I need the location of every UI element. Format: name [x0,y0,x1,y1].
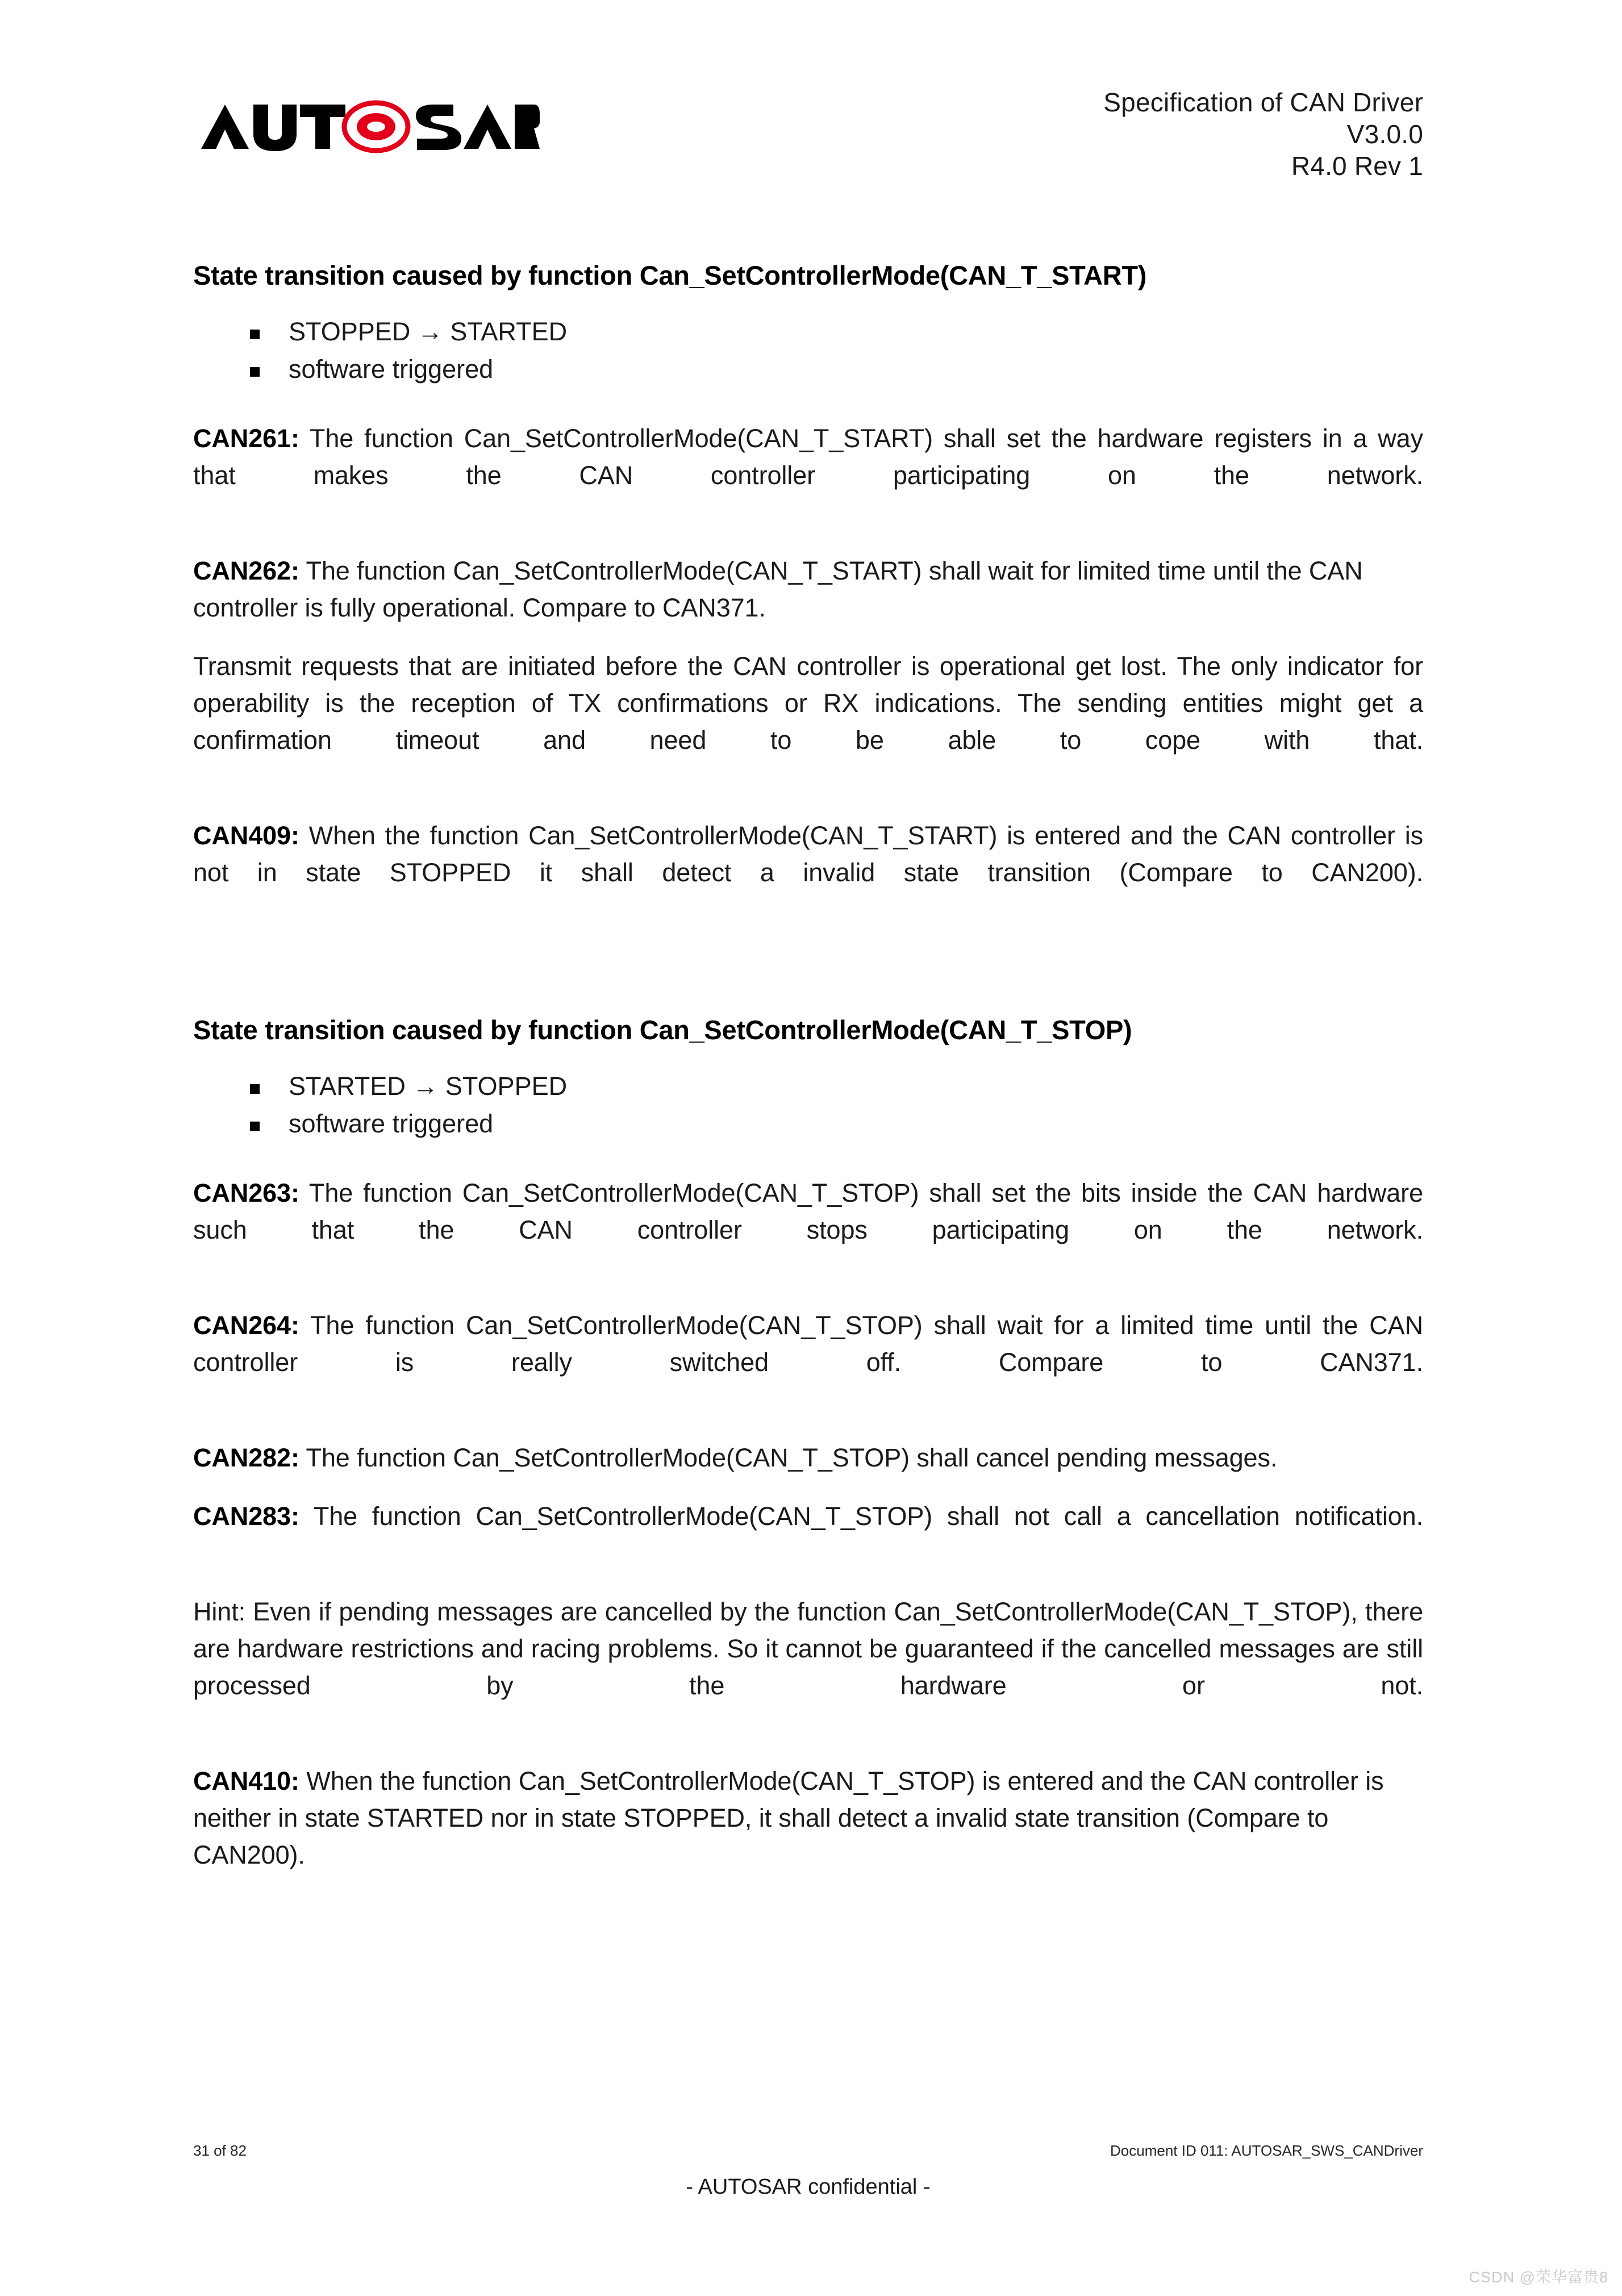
requirement-can264 [193,1307,1423,1418]
requirement-can410 [193,1762,1423,1873]
requirement-id: CAN410: [193,1766,299,1795]
list-item: STARTED → STOPPED [193,1068,1423,1105]
requirement-can282 [193,1439,1423,1476]
requirement-text: The function Can_SetControllerMode(CAN_T_STOP) shall not call a cancellation notification. [299,1502,1423,1531]
list-item: software triggered [193,1105,1423,1143]
list-item: STOPPED → STARTED [193,313,1423,351]
header-doc-title: Specification of CAN Driver [1103,87,1423,117]
note-transmit-requests [193,648,1423,795]
requirement-can283 [193,1498,1423,1572]
requirement-id: CAN263: [193,1178,299,1207]
requirement-id: CAN283: [193,1502,299,1531]
header-version: V3.0.0 [1346,119,1423,149]
confidential-notice: - AUTOSAR confidential - [686,2175,931,2199]
note-text: Hint: Even if pending messages are cancelled by the function Can_SetControllerMode(CAN_T_STOP), there are hardware restrictions and racing problems. So it cannot be guaranteed if the cancelled messages are still processed by the hardware or not. [193,1597,1423,1700]
requirement-id: CAN409: [193,821,299,850]
requirement-id: CAN261: [193,424,299,453]
section-heading-stop: State transition caused by function Can_SetControllerMode(CAN_T_STOP) [193,1015,1132,1045]
requirement-text: The function Can_SetControllerMode(CAN_T_STOP) shall wait for a limited time until the CAN controller is really switched off. Compare to CAN371. [193,1311,1423,1377]
header-release: R4.0 Rev 1 [1291,151,1423,181]
requirement-id: CAN264: [193,1311,299,1340]
bullet-list-stop [193,1068,1423,1143]
bullet-list-start [193,313,1423,388]
requirement-id: CAN282: [193,1443,299,1472]
page-header [193,85,1423,193]
requirement-text: The function Can_SetControllerMode(CAN_T_STOP) shall cancel pending messages. [299,1443,1278,1472]
autosar-logo [199,95,540,157]
list-item: software triggered [193,351,1423,388]
document-id: Document ID 011: AUTOSAR_SWS_CANDriver [1110,2142,1423,2159]
autosar-logo-icon [199,97,540,156]
note-text: Transmit requests that are initiated before the CAN controller is operational get lost. The only indicator for operability is the reception of TX confirmations or RX indications. The sending entities might get a confirmation timeout and need to be able to cope with that. [193,652,1423,755]
requirement-can262 [193,552,1423,626]
page-number: 31 of 82 [193,2142,247,2159]
requirement-can409 [193,817,1423,928]
csdn-watermark: CSDN @荣华富贵8 [1469,2269,1608,2286]
header-document-meta [1103,85,1423,182]
document-content [193,259,1423,1873]
requirement-text: The function Can_SetControllerMode(CAN_T_START) shall set the hardware registers in a way that makes the CAN controller participating on the network. [193,424,1423,490]
page-footer [193,2142,1423,2216]
requirement-text: The function Can_SetControllerMode(CAN_T_START) shall wait for limited time until the CAN controller is fully operational. Compare to CAN371. [193,556,1363,622]
requirement-text: The function Can_SetControllerMode(CAN_T_STOP) shall set the bits inside the CAN hardware such that the CAN controller stops participating on the network. [193,1178,1423,1244]
note-hint-cancellation [193,1593,1423,1741]
requirement-text: When the function Can_SetControllerMode(CAN_T_START) is entered and the CAN controller is not in state STOPPED it shall detect a invalid state transition (Compare to CAN200). [193,821,1423,887]
requirement-text: When the function Can_SetControllerMode(CAN_T_STOP) is entered and the CAN controller is neither in state STARTED nor in state STOPPED, it shall detect a invalid state transition (Compare to CAN200). [193,1766,1384,1869]
requirement-can261 [193,420,1423,531]
requirement-id: CAN262: [193,556,299,585]
footer-top-row [193,2142,1423,2165]
requirement-can263 [193,1174,1423,1285]
section-heading-start: State transition caused by function Can_SetControllerMode(CAN_T_START) [193,260,1147,290]
